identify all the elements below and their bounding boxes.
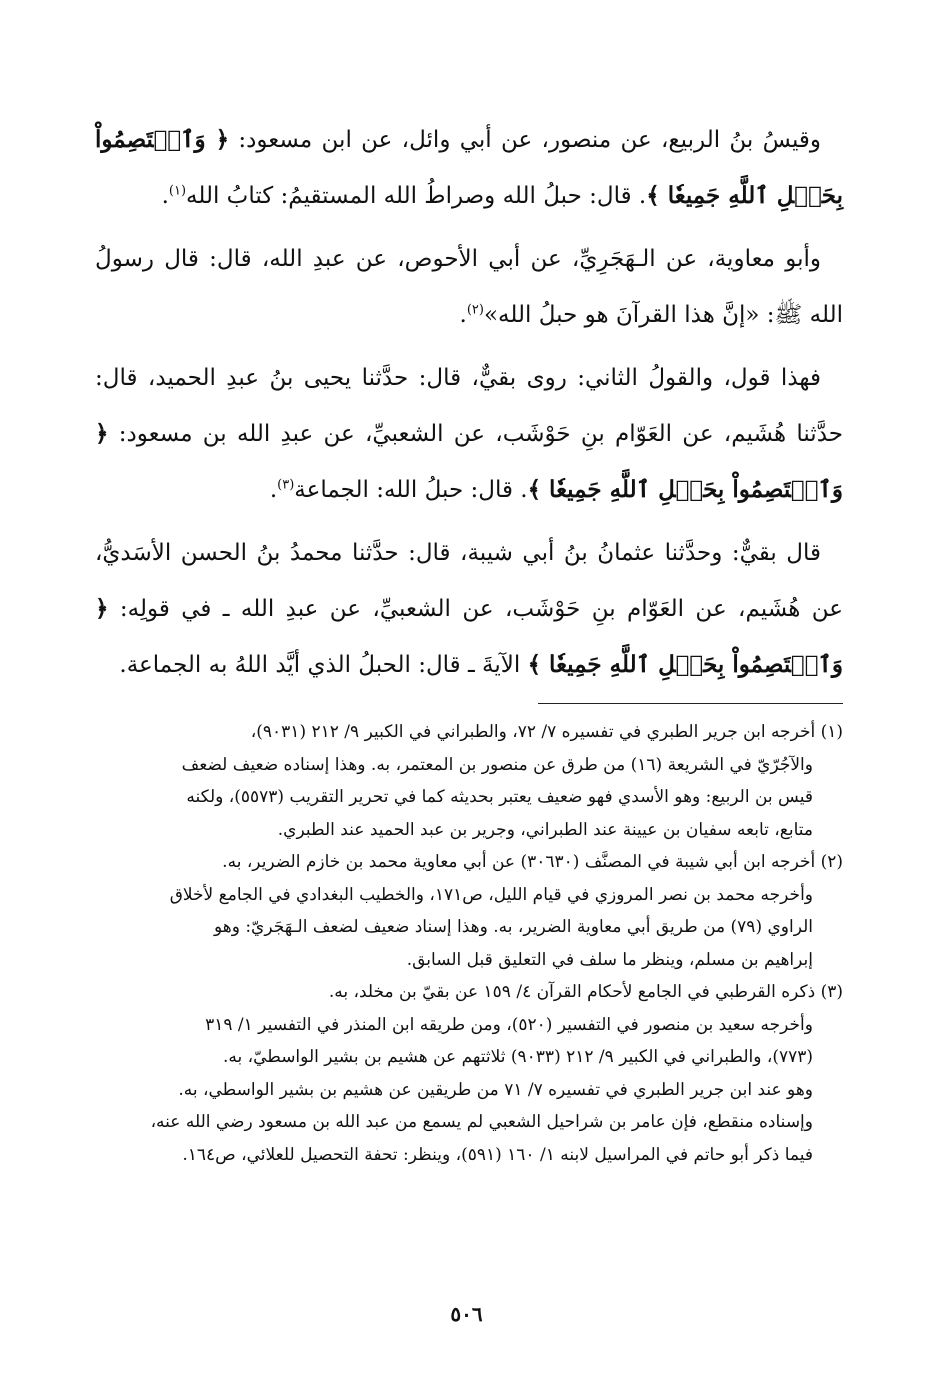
footnote-line: (١) أخرجه ابن جرير الطبري في تفسيره ٧/ ٧٢، والطبراني في الكبير ٩/ ٢١٢ (٩٠٣١)،	[250, 722, 843, 742]
paragraph-2-end: .	[459, 302, 467, 328]
page-body	[95, 112, 843, 1171]
footnote-line: متابع، تابعه سفيان بن عيينة عند الطبراني، وجرير بن عبد الحميد عند الطبري.	[277, 819, 813, 840]
footnote-2	[95, 846, 843, 976]
footnote-line: وإسناده منقطع، فإن عامر بن شراحيل الشعبي لم يسمع من عبد الله بن مسعود رضي الله عنه،	[150, 1112, 813, 1132]
page-number: ٥٠٦	[450, 1302, 483, 1326]
footnote-line: (٣) ذكره القرطبي في الجامع لأحكام القرآن ٤/ ١٥٩ عن بقيّ بن مخلد، به.	[328, 982, 843, 1002]
paragraph-3-text-b: . قال: حبلُ الله: الجماعة	[294, 477, 528, 503]
footnotes	[95, 716, 843, 1171]
footnote-line: (٧٧٣)، والطبراني في الكبير ٩/ ٢١٢ (٩٠٣٣) ثلاثتهم عن هشيم بن بشير الواسطيّ، به.	[222, 1047, 813, 1067]
paragraph-3	[95, 350, 843, 518]
quran-verse: ﴿ وَٱعۡتَصِمُواْ بِحَبۡلِ ٱللَّهِ جَمِيعٗا ﴾	[95, 595, 843, 678]
paragraph-2	[95, 231, 843, 343]
paragraph-4-text-b: الآيةَ ـ قال: الحبلُ الذي أيَّد اللهُ به الجماعة.	[119, 652, 528, 678]
quran-verse: ﴿ وَٱعۡتَصِمُواْ بِحَبۡلِ ٱللَّهِ جَمِيعٗا ﴾	[95, 420, 843, 503]
footnote-line: فيما ذكر أبو حاتم في المراسيل لابنه ١/ ١٦٠ (٥٩١)، وينظر: تحفة التحصيل للعلائي، ص١٦٤.	[182, 1144, 813, 1165]
footnote-line: (٢) أخرجه ابن أبي شيبة في المصنَّف (٣٠٦٣٠) عن أبي معاوية محمد بن خازم الضرير، به.	[222, 852, 843, 872]
footnote-1	[95, 716, 843, 846]
paragraph-4-text-a: قال بقيٌّ: وحدَّثنا عثمانُ بنُ أبي شيبة، قال: حدَّثنا محمدُ بنُ الحسن الأسَديُّ، عن هُشَيم، عن العَوّام بنِ حَوْشَب، عن الشعبيِّ، عن عبدِ الله ـ في قولِه:	[95, 540, 843, 622]
paragraph-3-end: .	[269, 477, 278, 503]
footnote-3	[95, 976, 843, 1171]
footnote-line: وأخرجه محمد بن نصر المروزي في قيام الليل، ص١٧١، والخطيب البغدادي في الجامع لأخلاق	[169, 884, 813, 905]
footnote-ref-3[interactable]: (٣)	[277, 477, 295, 493]
paragraph-1-end: .	[161, 183, 169, 209]
paragraph-1-text-b: . قال: حبلُ الله وصراطُ الله المستقيمُ: كتابُ الله	[186, 183, 647, 209]
quran-verse: ﴿ وَٱعۡتَصِمُواْ بِحَبۡلِ ٱللَّهِ جَمِيعٗا ﴾	[95, 126, 843, 209]
footnote-line: قيس بن الربيع: وهو الأسدي فهو ضعيف يعتبر بحديثه كما في تحرير التقريب (٥٥٧٣)، ولكنه	[186, 787, 813, 807]
footnote-line: والآجُرّيّ في الشريعة (١٦) من طرق عن منصور بن المعتمر، به. وهذا إسناده ضعيف لضعف	[181, 754, 813, 775]
footnote-divider	[538, 703, 843, 704]
footnote-ref-2[interactable]: (٢)	[466, 302, 484, 318]
paragraph-4	[95, 525, 843, 693]
footnote-line: وأخرجه سعيد بن منصور في التفسير (٥٢٠)، ومن طريقه ابن المنذر في التفسير ١/ ٣١٩	[205, 1014, 813, 1035]
paragraph-2-text-a: وأبو معاوية، عن الـهَجَرِيِّ، عن أبي الأحوص، عن عبدِ الله، قال: قال رسولُ الله ﷺ: «إنَّ هذا القرآنَ هو حبلُ الله»	[95, 246, 843, 328]
footnote-ref-1[interactable]: (١)	[168, 183, 187, 199]
paragraph-1-text-a: وقيسُ بنُ الربيع، عن منصور، عن أبي وائل، عن ابن مسعود:	[229, 127, 821, 153]
footnote-line: وهو عند ابن جرير الطبري في تفسيره ٧/ ٧١ من طريقين عن هشيم بن بشير الواسطي، به.	[178, 1079, 813, 1100]
paragraph-3-text-a: فهذا قول، والقولُ الثاني: روى بقيٌّ، قال: حدَّثنا يحيى بنُ عبدِ الحميد، قال: حدَّثنا هُشَيم، عن العَوّام بنِ حَوْشَب، عن الشعبيِّ، عن عبدِ الله بن مسعود:	[95, 365, 843, 447]
footnote-line: الراوي (٧٩) من طريق أبي معاوية الضرير، به. وهذا إسناد ضعيف لضعف الـهَجَريّ: وهو	[213, 917, 813, 937]
footnote-line: إبراهيم بن مسلم، وينظر ما سلف في التعليق قبل السابق.	[406, 949, 813, 970]
paragraph-1	[95, 112, 843, 224]
